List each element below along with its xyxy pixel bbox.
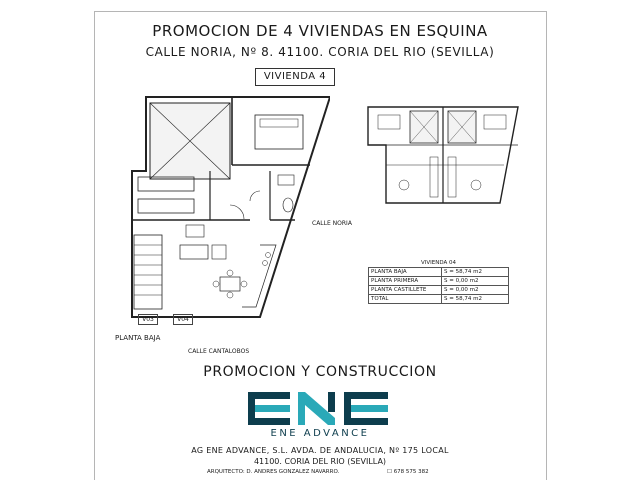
area-label: PLANTA CASTILLETE bbox=[369, 286, 442, 295]
site-key-plan bbox=[364, 105, 522, 205]
area-label: TOTAL bbox=[369, 295, 442, 304]
unit-tag: V03 bbox=[138, 314, 158, 325]
area-value: S = 58,74 m2 bbox=[442, 268, 509, 277]
company-address: AG ENE ADVANCE, S.L. AVDA. DE ANDALUCIA, Nº 175 LOCAL bbox=[191, 446, 449, 455]
area-label: PLANTA PRIMERA bbox=[369, 277, 442, 286]
document-title: PROMOCION DE 4 VIVIENDAS EN ESQUINA bbox=[152, 22, 488, 40]
phone-number bbox=[387, 469, 429, 475]
area-table bbox=[368, 259, 509, 304]
table-row bbox=[369, 295, 509, 304]
unit-label-box: VIVIENDA 4 bbox=[255, 68, 335, 86]
street-label-cantalobos: CALLE CANTALOBOS bbox=[188, 348, 250, 355]
floor-label: PLANTA BAJA bbox=[115, 334, 161, 342]
area-value: S = 58,74 m2 bbox=[442, 295, 509, 304]
company-city: 41100. CORIA DEL RIO (SEVILLA) bbox=[253, 457, 387, 466]
logo-wordmark: ENE ADVANCE bbox=[270, 428, 370, 439]
floor-plan-drawing bbox=[110, 95, 330, 327]
table-row bbox=[369, 268, 509, 277]
street-label-noria: CALLE NORIA bbox=[312, 220, 352, 227]
ene-advance-logo bbox=[248, 392, 392, 426]
area-table-heading: VIVIENDA 04 bbox=[369, 259, 509, 268]
phone-text: 678 575 382 bbox=[393, 469, 429, 475]
area-table-heading-row bbox=[369, 259, 509, 268]
document-address: CALLE NORIA, Nº 8. 41100. CORIA DEL RIO (SEVILLA) bbox=[145, 45, 495, 59]
area-value: S = 0,00 m2 bbox=[442, 286, 509, 295]
area-value: S = 0,00 m2 bbox=[442, 277, 509, 286]
company-heading: PROMOCION Y CONSTRUCCION bbox=[203, 364, 437, 380]
table-row bbox=[369, 277, 509, 286]
architect-credit: ARQUITECTO: D. ANDRES GONZALEZ NAVARRO. bbox=[207, 469, 340, 475]
phone-icon: ☐ bbox=[387, 469, 392, 475]
table-row bbox=[369, 286, 509, 295]
unit-tag: V04 bbox=[173, 314, 193, 325]
area-label: PLANTA BAJA bbox=[369, 268, 442, 277]
